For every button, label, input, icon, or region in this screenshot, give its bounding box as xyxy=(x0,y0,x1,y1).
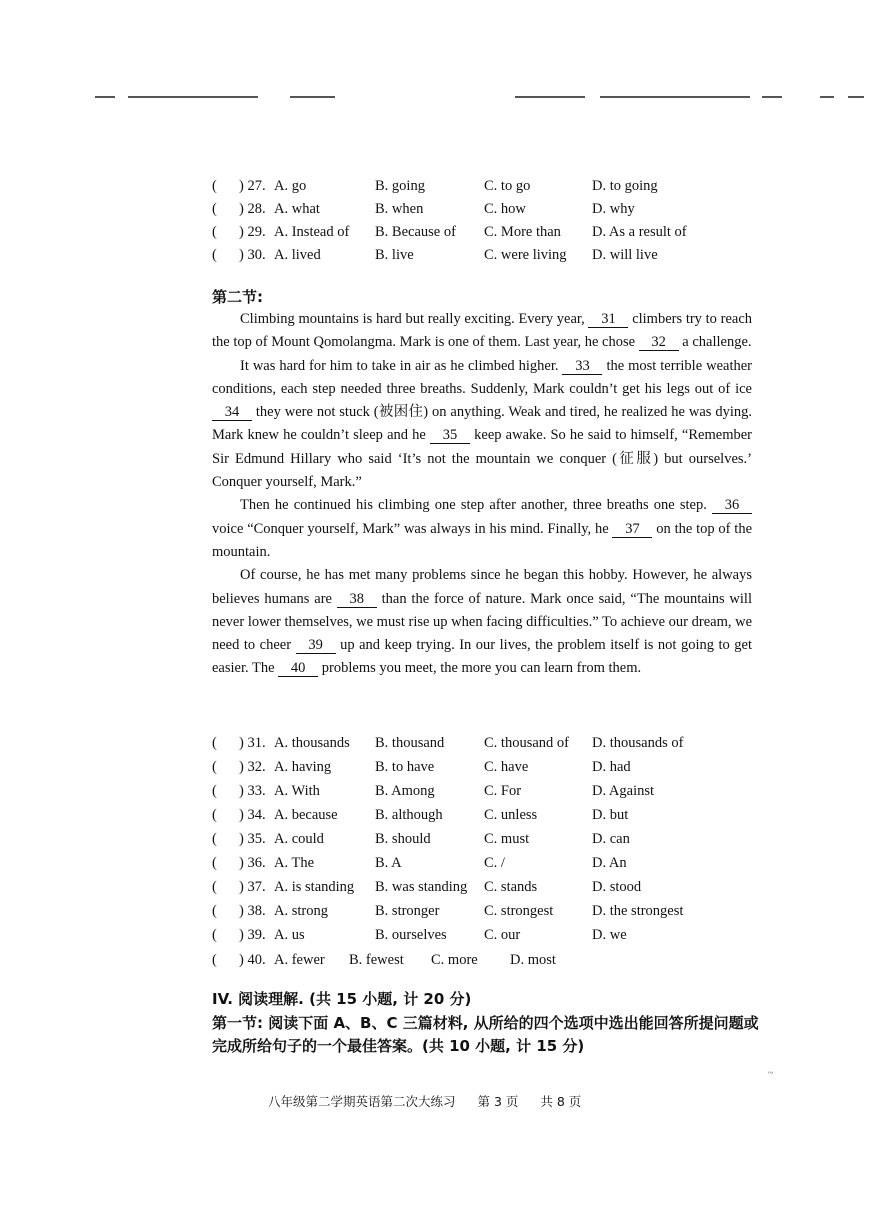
passage-text: It was hard for him to take in air as he climbed higher. xyxy=(240,357,563,374)
option-c: C. More than xyxy=(484,224,561,240)
option-b: B. should xyxy=(375,831,431,847)
blank-33: 33 xyxy=(562,358,602,375)
question-row xyxy=(212,829,752,849)
option-b: B. Among xyxy=(375,783,435,799)
option-c: C. stands xyxy=(484,879,538,895)
scan-mark: ~ xyxy=(768,1068,774,1079)
option-d: D. why xyxy=(592,201,635,217)
option-a: A. lived xyxy=(274,247,321,263)
question-row xyxy=(212,901,752,921)
answer-paren: ( xyxy=(212,855,217,871)
blank-32: 32 xyxy=(639,334,679,351)
option-a: A. thousands xyxy=(274,735,350,751)
option-c: C. to go xyxy=(484,178,531,194)
question-row xyxy=(212,222,752,242)
option-a: A. go xyxy=(274,178,307,194)
question-number: ) 40. xyxy=(239,952,266,968)
scan-artifact-line xyxy=(762,96,782,98)
question-number: ) 37. xyxy=(239,879,266,895)
blank-34: 34 xyxy=(212,404,252,421)
option-c: C. / xyxy=(484,855,505,871)
question-row xyxy=(212,925,752,945)
question-number: ) 39. xyxy=(239,927,266,943)
question-row xyxy=(212,853,752,873)
option-d: D. will live xyxy=(592,247,658,263)
option-b: B. Because of xyxy=(375,224,456,240)
option-d: D. thousands of xyxy=(592,735,684,751)
option-d: D. most xyxy=(510,952,556,968)
question-number: ) 35. xyxy=(239,831,266,847)
passage-text: than the force of nature. Mark once said, “The mountains will never lower themselves, we must rise up when facing difficulties.” To achieve our dream, we need to cheer xyxy=(212,590,753,654)
question-number: ) 32. xyxy=(239,759,266,775)
option-d: D. An xyxy=(592,855,627,871)
section-label: 第二节: xyxy=(212,288,263,306)
answer-paren: ( xyxy=(212,201,217,217)
scan-artifact-line xyxy=(95,96,115,98)
section-4-instructions: 第一节: 阅读下面 A、B、C 三篇材料, 从所给的四个选项中选出能回答所提问题或完成所给句子的一个最佳答案。(共 10 小题, 计 15 分) xyxy=(212,1014,759,1055)
passage-text: keep awake. So he said to himself, “Remember Sir Edmund Hillary who said ‘It’s not the mountain we conquer (征服) but ourselves.’ Conquer yourself, Mark.” xyxy=(212,427,752,491)
answer-paren: ( xyxy=(212,735,217,751)
scan-artifact-line xyxy=(600,96,750,98)
option-b: B. ourselves xyxy=(375,927,447,943)
question-row xyxy=(212,245,752,265)
scan-artifact-line xyxy=(515,96,585,98)
passage-text: a challenge. xyxy=(678,334,752,351)
option-c: C. For xyxy=(484,783,522,799)
option-a: A. us xyxy=(274,927,305,943)
answer-paren: ( xyxy=(212,783,217,799)
option-b: B. to have xyxy=(375,759,435,775)
answer-paren: ( xyxy=(212,927,217,943)
option-c: C. more xyxy=(431,952,478,968)
answer-paren: ( xyxy=(212,952,217,968)
question-number: ) 30. xyxy=(239,247,266,263)
page-footer xyxy=(268,1092,599,1110)
footer-exam-name: 八年级第二学期英语第二次大练习 xyxy=(268,1094,456,1109)
option-b: B. going xyxy=(375,178,425,194)
answer-paren: ( xyxy=(212,807,217,823)
answer-paren: ( xyxy=(212,247,217,263)
option-d: D. but xyxy=(592,807,629,823)
question-number: ) 33. xyxy=(239,783,266,799)
passage-text: Of course, he has met many problems since he began this hobby. However, he always believes humans are xyxy=(212,567,752,607)
option-d: D. Against xyxy=(592,783,655,799)
option-c: C. unless xyxy=(484,807,538,823)
question-row xyxy=(212,733,752,753)
option-d: D. we xyxy=(592,927,627,943)
option-a: A. Instead of xyxy=(274,224,350,240)
option-c: C. were living xyxy=(484,247,567,263)
passage-text: climbers try to reach the top of Mount Qomolangma. Mark is one of them. Last year, he chose xyxy=(212,311,753,351)
option-a: A. is standing xyxy=(274,879,355,895)
blank-31: 31 xyxy=(588,311,628,328)
option-c: C. strongest xyxy=(484,903,554,919)
option-b: B. A xyxy=(375,855,402,871)
question-number: ) 34. xyxy=(239,807,266,823)
option-d: D. can xyxy=(592,831,630,847)
question-row xyxy=(212,199,752,219)
scan-artifact-line xyxy=(128,96,258,98)
option-a: A. what xyxy=(274,201,320,217)
blank-35: 35 xyxy=(430,427,470,444)
scan-artifact-line xyxy=(290,96,335,98)
option-a: A. could xyxy=(274,831,324,847)
passage-text: the most terrible weather conditions, each step needed three breaths. Suddenly, Mark couldn’t get his legs out of ice xyxy=(212,357,752,397)
blank-40: 40 xyxy=(278,660,318,677)
question-number: ) 36. xyxy=(239,855,266,871)
option-b: B. fewest xyxy=(349,952,404,968)
answer-paren: ( xyxy=(212,759,217,775)
option-a: A. The xyxy=(274,855,315,871)
question-number: ) 27. xyxy=(239,178,266,194)
cloze-passage xyxy=(212,308,752,681)
option-d: D. to going xyxy=(592,178,658,194)
option-a: A. strong xyxy=(274,903,328,919)
question-row xyxy=(212,950,752,970)
answer-paren: ( xyxy=(212,879,217,895)
passage-paragraph xyxy=(212,308,752,355)
question-row xyxy=(212,805,752,825)
question-row xyxy=(212,757,752,777)
option-b: B. when xyxy=(375,201,424,217)
question-number: ) 28. xyxy=(239,201,266,217)
answer-paren: ( xyxy=(212,903,217,919)
scan-artifact-line xyxy=(820,96,834,98)
passage-text: voice “Conquer yourself, Mark” was always in his mind. Finally, he xyxy=(212,520,613,537)
question-row xyxy=(212,877,752,897)
question-row xyxy=(212,176,752,196)
blank-38: 38 xyxy=(337,591,377,608)
option-b: B. was standing xyxy=(375,879,468,895)
option-b: B. stronger xyxy=(375,903,440,919)
option-a: A. With xyxy=(274,783,320,799)
option-d: D. As a result of xyxy=(592,224,687,240)
passage-text: they were not stuck (被困住) on anything. Weak and tired, he realized he was dying. Mark knew he couldn’t sleep and he xyxy=(212,404,752,444)
option-c: C. our xyxy=(484,927,521,943)
option-c: C. must xyxy=(484,831,530,847)
option-c: C. how xyxy=(484,201,526,217)
passage-paragraph xyxy=(212,355,752,495)
option-c: C. have xyxy=(484,759,529,775)
option-c: C. thousand of xyxy=(484,735,569,751)
answer-paren: ( xyxy=(212,178,217,194)
blank-39: 39 xyxy=(296,637,336,654)
option-a: A. fewer xyxy=(274,952,325,968)
blank-36: 36 xyxy=(712,497,752,514)
passage-text: on the top of the mountain. xyxy=(212,520,753,560)
option-b: B. although xyxy=(375,807,443,823)
question-row xyxy=(212,781,752,801)
footer-total-pages: 共 8 页 xyxy=(540,1094,582,1109)
passage-text: Climbing mountains is hard but really exciting. Every year, xyxy=(240,311,589,327)
option-d: D. the strongest xyxy=(592,903,684,919)
answer-paren: ( xyxy=(212,224,217,240)
option-b: B. live xyxy=(375,247,414,263)
question-number: ) 31. xyxy=(239,735,266,751)
option-a: A. having xyxy=(274,759,332,775)
scan-artifact-line xyxy=(848,96,864,98)
option-d: D. stood xyxy=(592,879,642,895)
answer-paren: ( xyxy=(212,831,217,847)
passage-text: problems you meet, the more you can learn from them. xyxy=(318,660,642,677)
passage-paragraph xyxy=(212,494,752,564)
blank-37: 37 xyxy=(612,521,652,538)
footer-page-number: 第 3 页 xyxy=(477,1094,519,1109)
question-number: ) 38. xyxy=(239,903,266,919)
option-b: B. thousand xyxy=(375,735,445,751)
passage-text: Then he continued his climbing one step after another, three breaths one step. xyxy=(240,497,712,514)
passage-paragraph xyxy=(212,564,752,680)
passage-text: up and keep trying. In our lives, the problem itself is not going to get easier. The xyxy=(212,637,752,677)
section-4-title: IV. 阅读理解. (共 15 小题, 计 20 分) xyxy=(212,990,472,1008)
question-number: ) 29. xyxy=(239,224,266,240)
option-d: D. had xyxy=(592,759,631,775)
option-a: A. because xyxy=(274,807,338,823)
